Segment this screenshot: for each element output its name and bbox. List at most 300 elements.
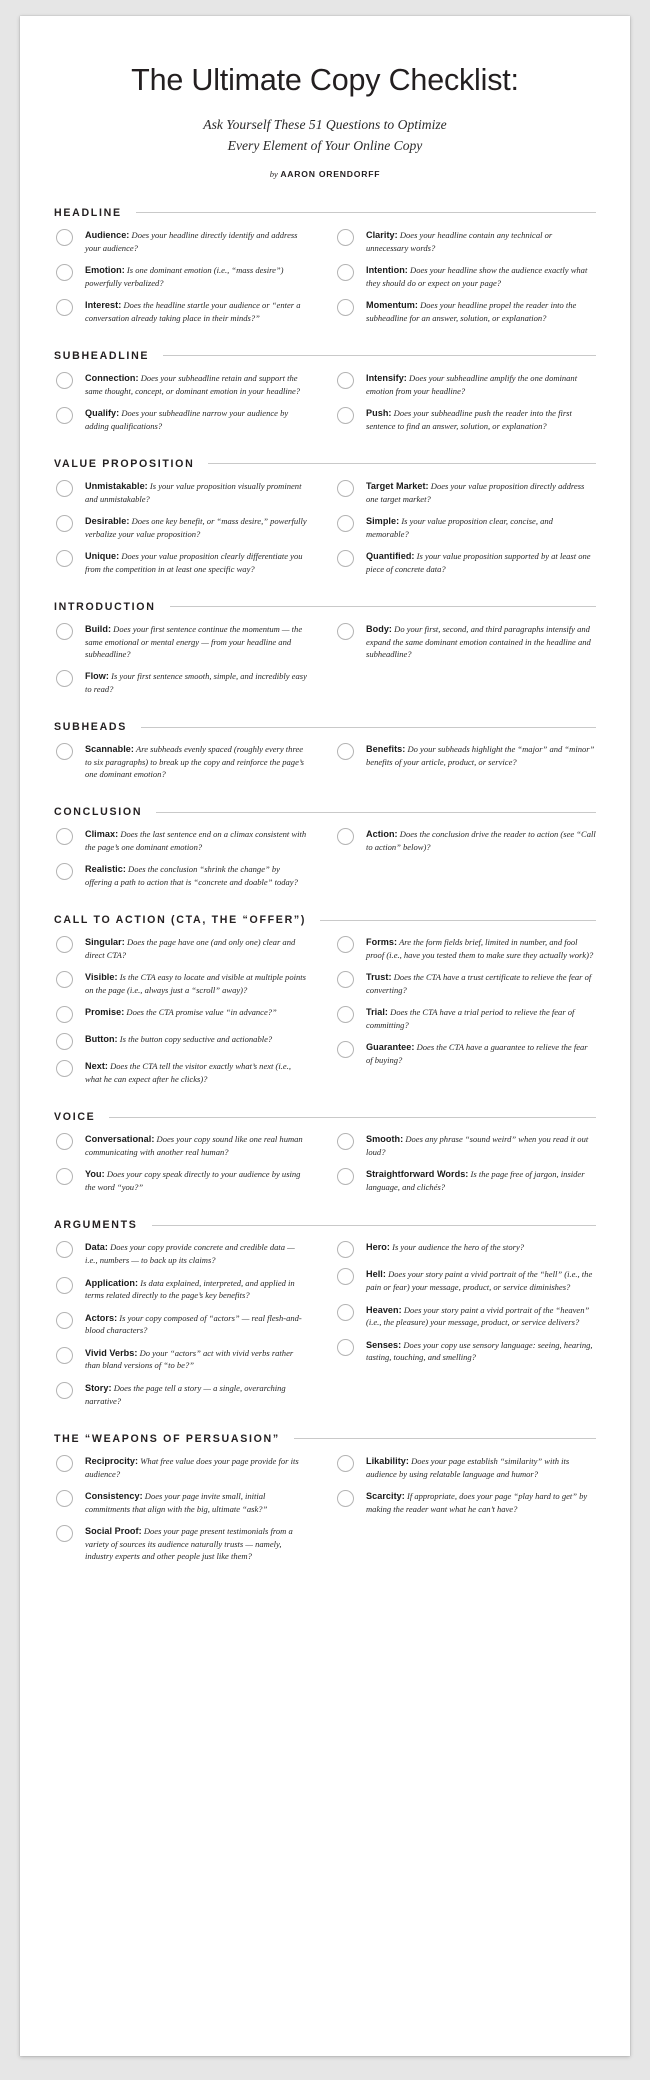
checklist-item-question: Does your headline propel the reader into the subheadline for an answer, solution, or explanation? xyxy=(366,299,577,323)
checklist-item[interactable] xyxy=(54,228,307,254)
checklist-item-question: Does your subheadline amplify the one dominant emotion from your headline? xyxy=(366,372,578,396)
checkbox-circle-icon[interactable] xyxy=(56,550,73,567)
checklist-item-text xyxy=(366,1240,596,1254)
checklist-item[interactable] xyxy=(54,970,307,996)
checklist-item-label: Interest: xyxy=(85,299,122,310)
checklist-column-right xyxy=(325,935,596,1075)
checklist-item-label: Actors: xyxy=(85,1312,118,1323)
checklist-item-question: Does your first sentence continue the momentum — the same emotional or mental energy — from your headline and subheadline? xyxy=(85,623,303,659)
checkbox-circle-icon[interactable] xyxy=(337,550,354,567)
checklist-item-label: Build: xyxy=(85,623,112,634)
checklist-item-label: Button: xyxy=(85,1034,118,1045)
checklist-item[interactable] xyxy=(335,514,596,540)
checklist-item-question: Is your value proposition supported by at least one piece of concrete data? xyxy=(366,550,591,574)
checklist-item-text xyxy=(366,1167,596,1193)
document-subtitle xyxy=(125,114,525,156)
checkbox-circle-icon[interactable] xyxy=(56,372,73,389)
section-title: HEADLINE xyxy=(54,206,122,219)
checklist-item[interactable] xyxy=(54,406,307,432)
checkbox-circle-icon[interactable] xyxy=(56,1006,73,1023)
checklist-item-label: Consistency: xyxy=(85,1490,143,1501)
checklist-item-label: Hero: xyxy=(366,1242,390,1253)
checklist-item-text xyxy=(85,1059,307,1085)
checklist-item[interactable] xyxy=(335,1167,596,1193)
checklist-item-question: Does your page present testimonials from a variety of sources its audience naturally trusts — namely, industry experts and other people just like them? xyxy=(85,1525,293,1561)
checklist-item-label: Senses: xyxy=(366,1339,402,1350)
checklist-item-label: Scannable: xyxy=(85,744,134,755)
checklist-item-text xyxy=(366,406,596,432)
checklist-item[interactable] xyxy=(335,298,596,324)
checklist-item-label: Reciprocity: xyxy=(85,1455,139,1466)
checkbox-circle-icon[interactable] xyxy=(56,863,73,880)
section-header xyxy=(54,914,596,926)
checklist-item-text xyxy=(366,1040,596,1066)
checklist-item-label: Flow: xyxy=(85,671,109,682)
checklist-item-label: Smooth: xyxy=(366,1134,404,1145)
checklist-item[interactable] xyxy=(54,1381,307,1407)
checklist-item-text xyxy=(85,1132,307,1158)
checklist-column-right xyxy=(325,827,596,862)
checklist-item-text xyxy=(366,827,596,853)
checklist-item-text xyxy=(85,263,307,289)
checklist-item-label: Connection: xyxy=(85,372,139,383)
checklist-item-label: Emotion: xyxy=(85,264,125,275)
checkbox-circle-icon[interactable] xyxy=(56,264,73,281)
checklist-item-label: Clarity: xyxy=(366,229,398,240)
checklist-column-left xyxy=(54,1132,325,1202)
checklist-item-label: Visible: xyxy=(85,972,118,983)
checklist-item-label: Story: xyxy=(85,1382,112,1393)
checklist-item-text xyxy=(85,1381,307,1407)
checklist-item-text xyxy=(366,622,596,660)
section-header xyxy=(54,806,596,818)
checklist-item-text xyxy=(85,1005,307,1019)
checklist-item-text xyxy=(366,742,596,768)
checklist-section-the-weapons-of-persuasion xyxy=(54,1433,596,1571)
checklist-item-text xyxy=(85,479,307,505)
checklist-item[interactable] xyxy=(54,827,307,853)
checkbox-circle-icon[interactable] xyxy=(56,670,73,687)
checkbox-circle-icon[interactable] xyxy=(337,971,354,988)
checkbox-circle-icon[interactable] xyxy=(337,1041,354,1058)
checkbox-circle-icon[interactable] xyxy=(56,1490,73,1507)
checklist-item-text xyxy=(85,298,307,324)
checklist-item-question: Does the headline startle your audience or “enter a conversation already taking place in their minds?” xyxy=(85,299,301,323)
masthead xyxy=(54,64,596,179)
checklist-item-question: What free value does your page provide for its audience? xyxy=(85,1455,299,1479)
section-title: VALUE PROPOSITION xyxy=(54,457,195,470)
checklist-item-label: Vivid Verbs: xyxy=(85,1347,138,1358)
section-header xyxy=(54,601,596,613)
checklist-item[interactable] xyxy=(54,371,307,397)
checklist-item[interactable] xyxy=(335,549,596,575)
checklist-item-label: Desirable: xyxy=(85,515,130,526)
checklist-item-question: Does the CTA promise value “in advance?” xyxy=(126,1007,277,1018)
checklist-item[interactable] xyxy=(335,228,596,254)
checklist-item-label: Conversational: xyxy=(85,1134,155,1145)
checklist-item-text xyxy=(366,1338,596,1364)
checkbox-circle-icon[interactable] xyxy=(56,407,73,424)
checkbox-circle-icon[interactable] xyxy=(337,1268,354,1285)
checkbox-circle-icon[interactable] xyxy=(337,936,354,953)
checklist-item-text xyxy=(366,228,596,254)
checklist-item-question: Does the conclusion drive the reader to action (see “Call to action” below)? xyxy=(366,829,596,853)
checklist-item[interactable] xyxy=(335,1489,596,1515)
checklist-item-label: Audience: xyxy=(85,229,130,240)
checkbox-circle-icon[interactable] xyxy=(337,1455,354,1472)
checkbox-circle-icon[interactable] xyxy=(56,936,73,953)
checklist-item-question: Does the page have one (and only one) clear and direct CTA? xyxy=(85,937,296,961)
checklist-item[interactable] xyxy=(54,1454,307,1480)
checklist-item-label: Intensify: xyxy=(366,372,407,383)
checklist-item[interactable] xyxy=(335,1005,596,1031)
checkbox-circle-icon[interactable] xyxy=(56,515,73,532)
section-columns xyxy=(54,371,596,441)
section-header xyxy=(54,1433,596,1445)
checklist-item-text xyxy=(366,1303,596,1329)
checklist-column-left xyxy=(54,1240,325,1415)
checkbox-circle-icon[interactable] xyxy=(56,1455,73,1472)
checklist-section-arguments xyxy=(54,1219,596,1415)
checkbox-circle-icon[interactable] xyxy=(337,1133,354,1150)
checklist-column-left xyxy=(54,935,325,1094)
checklist-item-text xyxy=(366,549,596,575)
checklist-item[interactable] xyxy=(54,479,307,505)
checkbox-circle-icon[interactable] xyxy=(56,828,73,845)
checklist-item-question: Does your copy speak directly to your audience by using the word “you?” xyxy=(85,1169,301,1193)
checklist-section-headline xyxy=(54,207,596,333)
checklist-item-label: Data: xyxy=(85,1242,108,1253)
checklist-item-question: If appropriate, does your page “play hard to get” by making the reader want what he can’t have? xyxy=(366,1490,588,1514)
checkbox-circle-icon[interactable] xyxy=(337,480,354,497)
checklist-item[interactable] xyxy=(54,935,307,961)
checkbox-circle-icon[interactable] xyxy=(56,743,73,760)
checklist-item-text xyxy=(85,1240,307,1266)
checklist-item[interactable] xyxy=(54,1132,307,1158)
section-divider xyxy=(152,1225,596,1226)
checkbox-circle-icon[interactable] xyxy=(56,1168,73,1185)
checklist-item-question: Does your subheadline narrow your audience by adding qualifications? xyxy=(85,407,289,431)
checklist-item[interactable] xyxy=(335,1303,596,1329)
checkbox-circle-icon[interactable] xyxy=(337,1304,354,1321)
checklist-column-right xyxy=(325,1132,596,1202)
checkbox-circle-icon[interactable] xyxy=(337,372,354,389)
checklist-item[interactable] xyxy=(335,935,596,961)
section-title: CALL TO ACTION (CTA, THE “OFFER”) xyxy=(54,914,307,927)
checklist-item-label: Realistic: xyxy=(85,864,126,875)
checklist-section-call-to-action-cta-the-offer xyxy=(54,914,596,1094)
checklist-item[interactable] xyxy=(54,1240,307,1266)
checkbox-circle-icon[interactable] xyxy=(337,299,354,316)
checklist-item-question: Does the last sentence end on a climax consistent with the page’s one dominant emotion? xyxy=(85,829,307,853)
checklist-item-label: Action: xyxy=(366,829,398,840)
section-header xyxy=(54,721,596,733)
section-title: SUBHEADLINE xyxy=(54,349,150,362)
checklist-item-question: Do your subheads highlight the “major” and “minor” benefits of your article, product, or service? xyxy=(366,744,595,768)
checklist-column-right xyxy=(325,228,596,333)
checklist-item-text xyxy=(85,1276,307,1302)
checklist-item-text xyxy=(366,1267,596,1293)
checklist-item-text xyxy=(366,479,596,505)
checklist-item[interactable] xyxy=(54,514,307,540)
checklist-item[interactable] xyxy=(335,622,596,660)
checklist-item[interactable] xyxy=(54,1346,307,1372)
checklist-item-question: Does any phrase “sound weird” when you read it out loud? xyxy=(366,1134,589,1158)
checklist-item[interactable] xyxy=(54,742,307,780)
checklist-column-left xyxy=(54,228,325,333)
checklist-item[interactable] xyxy=(54,1524,307,1562)
checklist-item-label: Application: xyxy=(85,1277,139,1288)
checkbox-circle-icon[interactable] xyxy=(56,1133,73,1150)
checklist-item[interactable] xyxy=(335,1040,596,1066)
checklist-item-text xyxy=(85,1311,307,1337)
checklist-item-text xyxy=(366,1132,596,1158)
checklist-item-label: Unmistakable: xyxy=(85,480,148,491)
checklist-item-label: Climax: xyxy=(85,829,119,840)
checklist-section-introduction xyxy=(54,601,596,704)
subtitle-line-1: Ask Yourself These 51 Questions to Optimize xyxy=(203,116,447,132)
checklist-item[interactable] xyxy=(54,669,307,695)
checklist-item-question: Is data explained, interpreted, and applied in terms related directly to the page’s key benefits? xyxy=(85,1277,295,1301)
checklist-item-label: Guarantee: xyxy=(366,1042,415,1053)
checkbox-circle-icon[interactable] xyxy=(337,229,354,246)
checklist-item[interactable] xyxy=(54,1489,307,1515)
checklist-item-text xyxy=(85,669,307,695)
checklist-item-question: Does your copy use sensory language: seeing, hearing, tasting, touching, and smelling? xyxy=(366,1339,593,1363)
checklist-item[interactable] xyxy=(54,1032,307,1050)
checklist-item-question: Are subheads evenly spaced (roughly every three to six paragraphs) to break up the copy and reinforce the page’s one dominant emotion? xyxy=(85,744,304,780)
checklist-item-label: Benefits: xyxy=(366,744,406,755)
checklist-item-text xyxy=(366,1454,596,1480)
checkbox-circle-icon[interactable] xyxy=(337,407,354,424)
section-columns xyxy=(54,827,596,897)
checklist-item-text xyxy=(85,1167,307,1193)
checklist-item[interactable] xyxy=(54,862,307,888)
checklist-item[interactable] xyxy=(54,263,307,289)
checklist-column-left xyxy=(54,622,325,704)
checkbox-circle-icon[interactable] xyxy=(337,828,354,845)
checklist-item-text xyxy=(366,371,596,397)
checklist-item-text xyxy=(366,1489,596,1515)
checklist-item-label: Intention: xyxy=(366,264,408,275)
checklist-item-text xyxy=(85,549,307,575)
checklist-item-text xyxy=(85,1524,307,1562)
checklist-item-question: Does your subheadline push the reader into the first sentence to find an answer, solution, or explanation? xyxy=(366,407,572,431)
checklist-section-subheadline xyxy=(54,350,596,441)
checklist-item[interactable] xyxy=(54,1059,307,1085)
checklist-section-subheads xyxy=(54,721,596,789)
checklist-item-label: Promise: xyxy=(85,1007,125,1018)
checkbox-circle-icon[interactable] xyxy=(337,264,354,281)
checkbox-circle-icon[interactable] xyxy=(56,623,73,640)
document-sheet xyxy=(20,16,630,2056)
checklist-item-text xyxy=(85,514,307,540)
checklist-item-question: Is one dominant emotion (i.e., “mass desire”) powerfully verbalized? xyxy=(85,264,284,288)
checklist-item-text xyxy=(85,406,307,432)
checklist-item-label: Trust: xyxy=(366,972,392,983)
checklist-item-text xyxy=(85,742,307,780)
checkbox-circle-icon[interactable] xyxy=(56,1241,73,1258)
checkbox-circle-icon[interactable] xyxy=(337,743,354,760)
checkbox-circle-icon[interactable] xyxy=(56,229,73,246)
checkbox-circle-icon[interactable] xyxy=(56,1033,73,1050)
section-columns xyxy=(54,1132,596,1202)
checklist-item-question: Does your copy sound like one real human communicating with another real human? xyxy=(85,1134,303,1158)
checklist-item-label: Momentum: xyxy=(366,299,418,310)
checklist-section-voice xyxy=(54,1111,596,1202)
checklist-item-text xyxy=(85,827,307,853)
checkbox-circle-icon[interactable] xyxy=(56,480,73,497)
checklist-item-question: Does the CTA tell the visitor exactly what’s next (i.e., what he can expect after he clicks)? xyxy=(85,1061,291,1085)
checklist-item-question: Does your value proposition clearly differentiate you from the competition in at least one specific way? xyxy=(85,550,303,574)
checklist-sections xyxy=(54,207,596,1571)
checklist-item[interactable] xyxy=(54,549,307,575)
checklist-item-label: Social Proof: xyxy=(85,1525,142,1536)
checklist-item-text xyxy=(85,622,307,660)
checklist-item-text xyxy=(366,935,596,961)
checklist-item-label: Trial: xyxy=(366,1007,389,1018)
checklist-item-question: Do your first, second, and third paragraphs intensify and expand the same dominant emotion contained in the headline and subheadline? xyxy=(366,623,591,659)
checkbox-circle-icon[interactable] xyxy=(56,1382,73,1399)
checklist-item-question: Does your subheadline retain and support the same thought, concept, or dominant emotion in your headline? xyxy=(85,372,301,396)
section-columns xyxy=(54,1454,596,1571)
checklist-item-text xyxy=(85,1454,307,1480)
checklist-item[interactable] xyxy=(54,298,307,324)
section-columns xyxy=(54,479,596,584)
section-divider xyxy=(320,920,596,921)
section-title: THE “WEAPONS OF PERSUASION” xyxy=(54,1432,280,1445)
checklist-item-question: Is your first sentence smooth, simple, and incredibly easy to read? xyxy=(85,671,307,694)
checklist-column-left xyxy=(54,742,325,789)
checklist-item-question: Is your value proposition visually prominent and unmistakable? xyxy=(85,480,302,504)
checklist-column-right xyxy=(325,371,596,441)
section-title: SUBHEADS xyxy=(54,721,128,734)
checklist-item-question: Does your story paint a vivid portrait of the “hell” (i.e., the pain or fear) your message, product, or service diminishes? xyxy=(366,1269,593,1293)
checklist-item-question: Does your headline directly identify and address your audience? xyxy=(85,229,298,253)
checklist-item[interactable] xyxy=(335,1132,596,1158)
checklist-column-left xyxy=(54,1454,325,1571)
section-title: INTRODUCTION xyxy=(54,600,156,613)
checklist-item-question: Does the conclusion “shrink the change” by offering a path to action that is “concrete and doable” today? xyxy=(85,864,298,888)
checkbox-circle-icon[interactable] xyxy=(337,623,354,640)
checklist-item-label: Heaven: xyxy=(366,1304,402,1315)
checklist-column-right xyxy=(325,742,596,777)
checklist-item-label: Singular: xyxy=(85,937,125,948)
checklist-item-question: Is the CTA easy to locate and visible at multiple points on the page (i.e., always just a “scroll” away)? xyxy=(85,972,306,996)
checkbox-circle-icon[interactable] xyxy=(56,1347,73,1364)
checklist-item[interactable] xyxy=(335,479,596,505)
checklist-item-question: Does your page establish “similarity” with its audience by using relatable language and humor? xyxy=(366,1455,570,1479)
checklist-item[interactable] xyxy=(335,827,596,853)
checklist-column-left xyxy=(54,827,325,897)
checkbox-circle-icon[interactable] xyxy=(56,1525,73,1542)
section-columns xyxy=(54,228,596,333)
checkbox-circle-icon[interactable] xyxy=(337,515,354,532)
checklist-item-label: Likability: xyxy=(366,1455,409,1466)
checklist-section-conclusion xyxy=(54,806,596,897)
checklist-item[interactable] xyxy=(335,742,596,768)
checklist-item-question: Is your value proposition clear, concise, and memorable? xyxy=(366,515,553,539)
checkbox-circle-icon[interactable] xyxy=(56,1060,73,1077)
checklist-item-question: Does your story paint a vivid portrait of the “heaven” (i.e., the pleasure) your message, product, or service delivers? xyxy=(366,1304,590,1328)
checklist-item-question: Is the page free of jargon, insider language, and clichés? xyxy=(366,1169,585,1193)
section-divider xyxy=(156,812,596,813)
checklist-column-right xyxy=(325,1454,596,1524)
checkbox-circle-icon[interactable] xyxy=(56,299,73,316)
checkbox-circle-icon[interactable] xyxy=(56,971,73,988)
checklist-item[interactable] xyxy=(54,622,307,660)
checklist-item-question: Are the form fields brief, limited in number, and fool proof (i.e., have you tested them to make sure they actually work)? xyxy=(366,937,594,961)
checklist-item[interactable] xyxy=(54,1167,307,1193)
section-header xyxy=(54,458,596,470)
checkbox-circle-icon[interactable] xyxy=(337,1241,354,1258)
checklist-item-question: Does the page tell a story — a single, overarching narrative? xyxy=(85,1382,286,1406)
checklist-item[interactable] xyxy=(335,371,596,397)
checklist-item-label: Qualify: xyxy=(85,407,120,418)
checklist-item-label: Scarcity: xyxy=(366,1490,405,1501)
checklist-item-text xyxy=(85,228,307,254)
checklist-item-label: Target Market: xyxy=(366,480,429,491)
checkbox-circle-icon[interactable] xyxy=(337,1168,354,1185)
checkbox-circle-icon[interactable] xyxy=(337,1339,354,1356)
checklist-item[interactable] xyxy=(335,1454,596,1480)
checklist-item-text xyxy=(366,298,596,324)
checklist-item-text xyxy=(85,1489,307,1515)
checklist-item[interactable] xyxy=(54,1311,307,1337)
section-divider xyxy=(109,1117,596,1118)
checklist-item[interactable] xyxy=(335,1267,596,1293)
section-columns xyxy=(54,622,596,704)
checklist-item[interactable] xyxy=(54,1276,307,1302)
checklist-item-question: Is the button copy seductive and actionable? xyxy=(119,1034,273,1045)
checklist-column-right xyxy=(325,1240,596,1372)
checklist-item-text xyxy=(85,935,307,961)
checkbox-circle-icon[interactable] xyxy=(337,1006,354,1023)
checklist-item-question: Does your page invite small, initial commitments that align with the big, ultimate “ask?” xyxy=(85,1490,268,1514)
checkbox-circle-icon[interactable] xyxy=(337,1490,354,1507)
checklist-item-text xyxy=(85,862,307,888)
section-header xyxy=(54,350,596,362)
checklist-item[interactable] xyxy=(335,1338,596,1364)
checklist-column-right xyxy=(325,622,596,669)
checkbox-circle-icon[interactable] xyxy=(56,1277,73,1294)
section-divider xyxy=(170,606,596,607)
checklist-column-left xyxy=(54,479,325,584)
checklist-item-question: Does the CTA have a trust certificate to relieve the fear of converting? xyxy=(366,972,592,996)
checklist-item-label: Body: xyxy=(366,623,392,634)
section-columns xyxy=(54,742,596,789)
checklist-item-question: Does one key benefit, or “mass desire,” powerfully verbalize your value proposition? xyxy=(85,515,307,539)
section-divider xyxy=(294,1438,596,1439)
checklist-item-text xyxy=(366,1005,596,1031)
section-title: CONCLUSION xyxy=(54,806,143,819)
checklist-item[interactable] xyxy=(335,1240,596,1258)
checklist-item-label: Next: xyxy=(85,1061,108,1072)
section-title: VOICE xyxy=(54,1111,96,1124)
section-divider xyxy=(163,355,596,356)
checklist-item[interactable] xyxy=(54,1005,307,1023)
checklist-item-label: Quantified: xyxy=(366,550,415,561)
checklist-item-text xyxy=(366,514,596,540)
checkbox-circle-icon[interactable] xyxy=(56,1312,73,1329)
subtitle-line-2: Every Element of Your Online Copy xyxy=(227,137,423,153)
checklist-item-question: Does your headline contain any technical or unnecessary words? xyxy=(366,229,553,253)
checklist-item[interactable] xyxy=(335,263,596,289)
checklist-item[interactable] xyxy=(335,406,596,432)
checklist-item[interactable] xyxy=(335,970,596,996)
checklist-item-label: Unique: xyxy=(85,550,120,561)
byline-prefix: by xyxy=(269,168,278,179)
